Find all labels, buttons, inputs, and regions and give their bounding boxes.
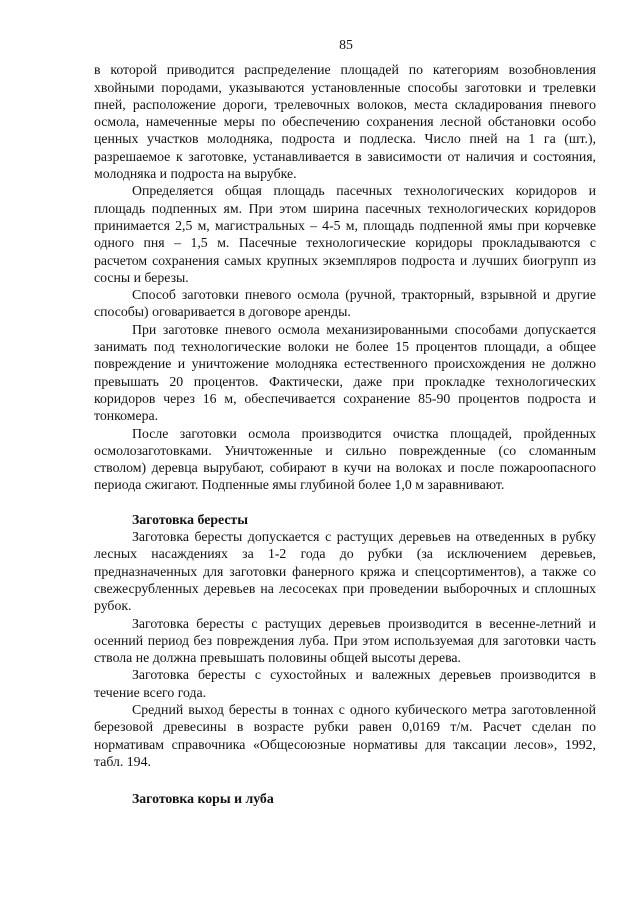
paragraph-corridors: Определяется общая площадь пасечных технологических коридоров и площадь подпенных ям. При этом ширина пасечных технологических коридоров принимается 2,5 м, магистральных – 4-5 м, площадь подпенной ямы при корчевке одного пня – 1,5 м. Пасечные технологические коридоры прокладываются с расчетом сохранения самых крупных экземпляров подроста и лучших биогрупп из сосны и березы. — [94, 183, 596, 285]
section-heading-bast: Заготовка коры и луба — [132, 791, 274, 807]
paragraph-mechanized: При заготовке пневого осмола механизированными способами допускается занимать под технологические волоки не более 15 процентов площади, а общее повреждение и уничтожение молодняка естественного происхождения не должно превышать 20 процентов. Фактически, даже при прокладке технологических коридоров через 16 м, обеспечивается сохранение 85-90 процентов подроста и тонкомера. — [94, 321, 596, 424]
page-number: 85 — [339, 37, 353, 52]
section-heading-bark: Заготовка бересты — [132, 511, 248, 527]
paragraph-bark-deadwood: Заготовка бересты с сухостойных и валежных деревьев производится в течение всего года. — [94, 667, 596, 700]
paragraph-bark-allowed: Заготовка бересты допускается с растущих деревьев на отведенных в рубку лесных насаждениях за 1-2 года до рубки (за исключением деревьев, предназначенных для заготовки фанерного кряжа и спецсортиментов), а также со свежесрубленных деревьев на лесосеках при проведении выборочных и сплошных рубок. — [94, 529, 596, 614]
paragraph-continuation: в которой приводится распределение площадей по категориям возобновления хвойными породами, указываются установленные способы заготовки и трелевки пней, расположение дороги, трелевочных волоков, места складирования пневого осмола, намеченные меры по обеспечению сохранения лесной обстановки особо ценных участков молодняка, подроста и подлеска. Число пней на 1 га (шт.), разрешаемое к заготовке, устанавливается в зависимости от наличия и состояния, молодняка и подроста на вырубке. — [94, 62, 596, 182]
paragraph-bark-season: Заготовка бересты с растущих деревьев производится в весенне-летний и осенний период без повреждения луба. При этом используемая для заготовки часть ствола не должна превышать половины общей высоты дерева. — [94, 615, 596, 666]
paragraph-cleanup: После заготовки осмола производится очистка площадей, пройденных осмолозаготовками. Уничтоженные и сильно поврежденные (со сломанным стволом) деревца вырубают, собирают в кучи на волоках и после пожароопасного периода сжигают. Подпенные ямы глубиной более 1,0 м заравнивают. — [94, 425, 596, 493]
paragraph-bark-yield: Средний выход бересты в тоннах с одного кубического метра заготовленной березовой древесины в возрасте рубки равен 0,0169 т/м. Расчет сделан по нормативам справочника «Общесоюзные нормативы для таксации лесов», 1992, табл. 194. — [94, 701, 596, 769]
paragraph-method: Способ заготовки пневого осмола (ручной, тракторный, взрывной и другие способы) оговаривается в договоре аренды. — [94, 287, 596, 320]
